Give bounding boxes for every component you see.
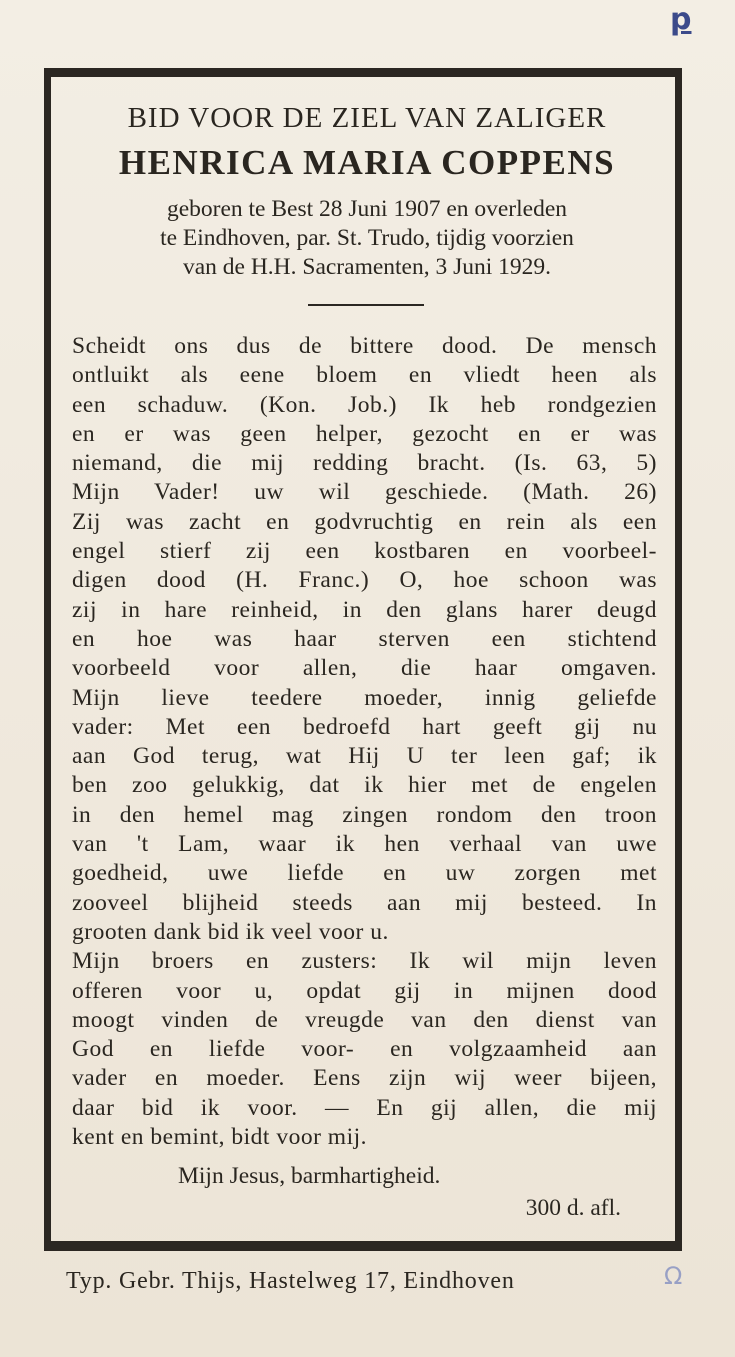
text-line: God en liefde voor- en volgzaamheid aan xyxy=(72,1036,657,1063)
text-line: voorbeeld voor allen, die haar omgaven. xyxy=(72,655,657,682)
text-line: daar bid ik voor. — En gij allen, die mij xyxy=(72,1094,657,1121)
text-line: offeren voor u, opdat gij in mijnen dood xyxy=(72,977,657,1004)
closing-prayer: Mijn Jesus, barmhartigheid. xyxy=(178,1163,441,1189)
text-line: zij in hare reinheid, in den glans harer deugd xyxy=(72,596,657,623)
text-line: niemand, die mij redding bracht. (Is. 63, 5) xyxy=(72,450,657,477)
intro-line: geboren te Best 28 Juni 1907 en overleden xyxy=(166,196,568,222)
birth-death-details xyxy=(74,195,660,282)
text-line: Mijn Vader! uw wil geschiede. (Math. 26) xyxy=(72,479,657,506)
text-line: vader: Met een bedroefd hart geeft gij nu xyxy=(72,713,657,740)
text-line: goedheid, uwe liefde en uw zorgen met xyxy=(72,860,657,887)
deceased-name: HENRICA MARIA COPPENS xyxy=(118,143,616,182)
section-divider xyxy=(308,304,424,306)
closing-prayer-block xyxy=(72,1160,657,1224)
text-line: digen dood (H. Franc.) O, hoe schoon was xyxy=(72,567,657,594)
text-line: een schaduw. (Kon. Job.) Ik heb rondgezien xyxy=(72,391,657,418)
memorial-text xyxy=(72,332,657,1152)
text-line: en hoe was haar sterven een stichtend xyxy=(72,625,657,652)
text-line: Zij was zacht en godvruchtig en rein als een xyxy=(72,508,657,535)
text-line: grooten dank bid ik veel voor u. xyxy=(72,918,389,945)
text-line: engel stierf zij een kostbaren en voorbeel- xyxy=(72,538,657,565)
text-line: Mijn lieve teedere moeder, innig geliefde xyxy=(72,684,657,711)
text-line: zooveel blijheid steeds aan mij besteed. In xyxy=(72,889,657,916)
intro-line: van de H.H. Sacramenten, 3 Juni 1929. xyxy=(182,254,552,280)
text-line: Mijn broers en zusters: Ik wil mijn leven xyxy=(72,948,657,975)
text-line: vader en moeder. Eens zijn wij weer bijeen, xyxy=(72,1065,657,1092)
intro-line: te Eindhoven, par. St. Trudo, tijdig voorzien xyxy=(160,225,574,251)
text-line: Scheidt ons dus de bittere dood. De mensch xyxy=(72,333,657,359)
card-heading: BID VOOR DE ZIEL VAN ZALIGER xyxy=(127,102,607,134)
text-line: van 't Lam, waar ik hen verhaal van uwe xyxy=(72,831,657,858)
text-line: aan God terug, wat Hij U ter leen gaf; ik xyxy=(72,743,657,770)
indulgence-note: 300 d. afl. xyxy=(525,1195,621,1221)
printer-imprint: Typ. Gebr. Thijs, Hastelweg 17, Eindhoven xyxy=(66,1268,515,1294)
text-line: moogt vinden de vreugde van den dienst van xyxy=(72,1006,657,1033)
text-line: kent en bemint, bidt voor mij. xyxy=(72,1124,368,1151)
stamp-mark-icon: Ω xyxy=(664,1262,683,1290)
text-line: ontluikt als eene bloem en vliedt heen als xyxy=(72,362,657,389)
text-line: in den hemel mag zingen rondom den troon xyxy=(72,801,657,828)
text-line: en er was geen helper, gezocht en er was xyxy=(72,420,657,447)
text-line: ben zoo gelukkig, dat ik hier met de engelen xyxy=(72,772,657,799)
handwritten-corner-mark: p xyxy=(670,2,692,37)
